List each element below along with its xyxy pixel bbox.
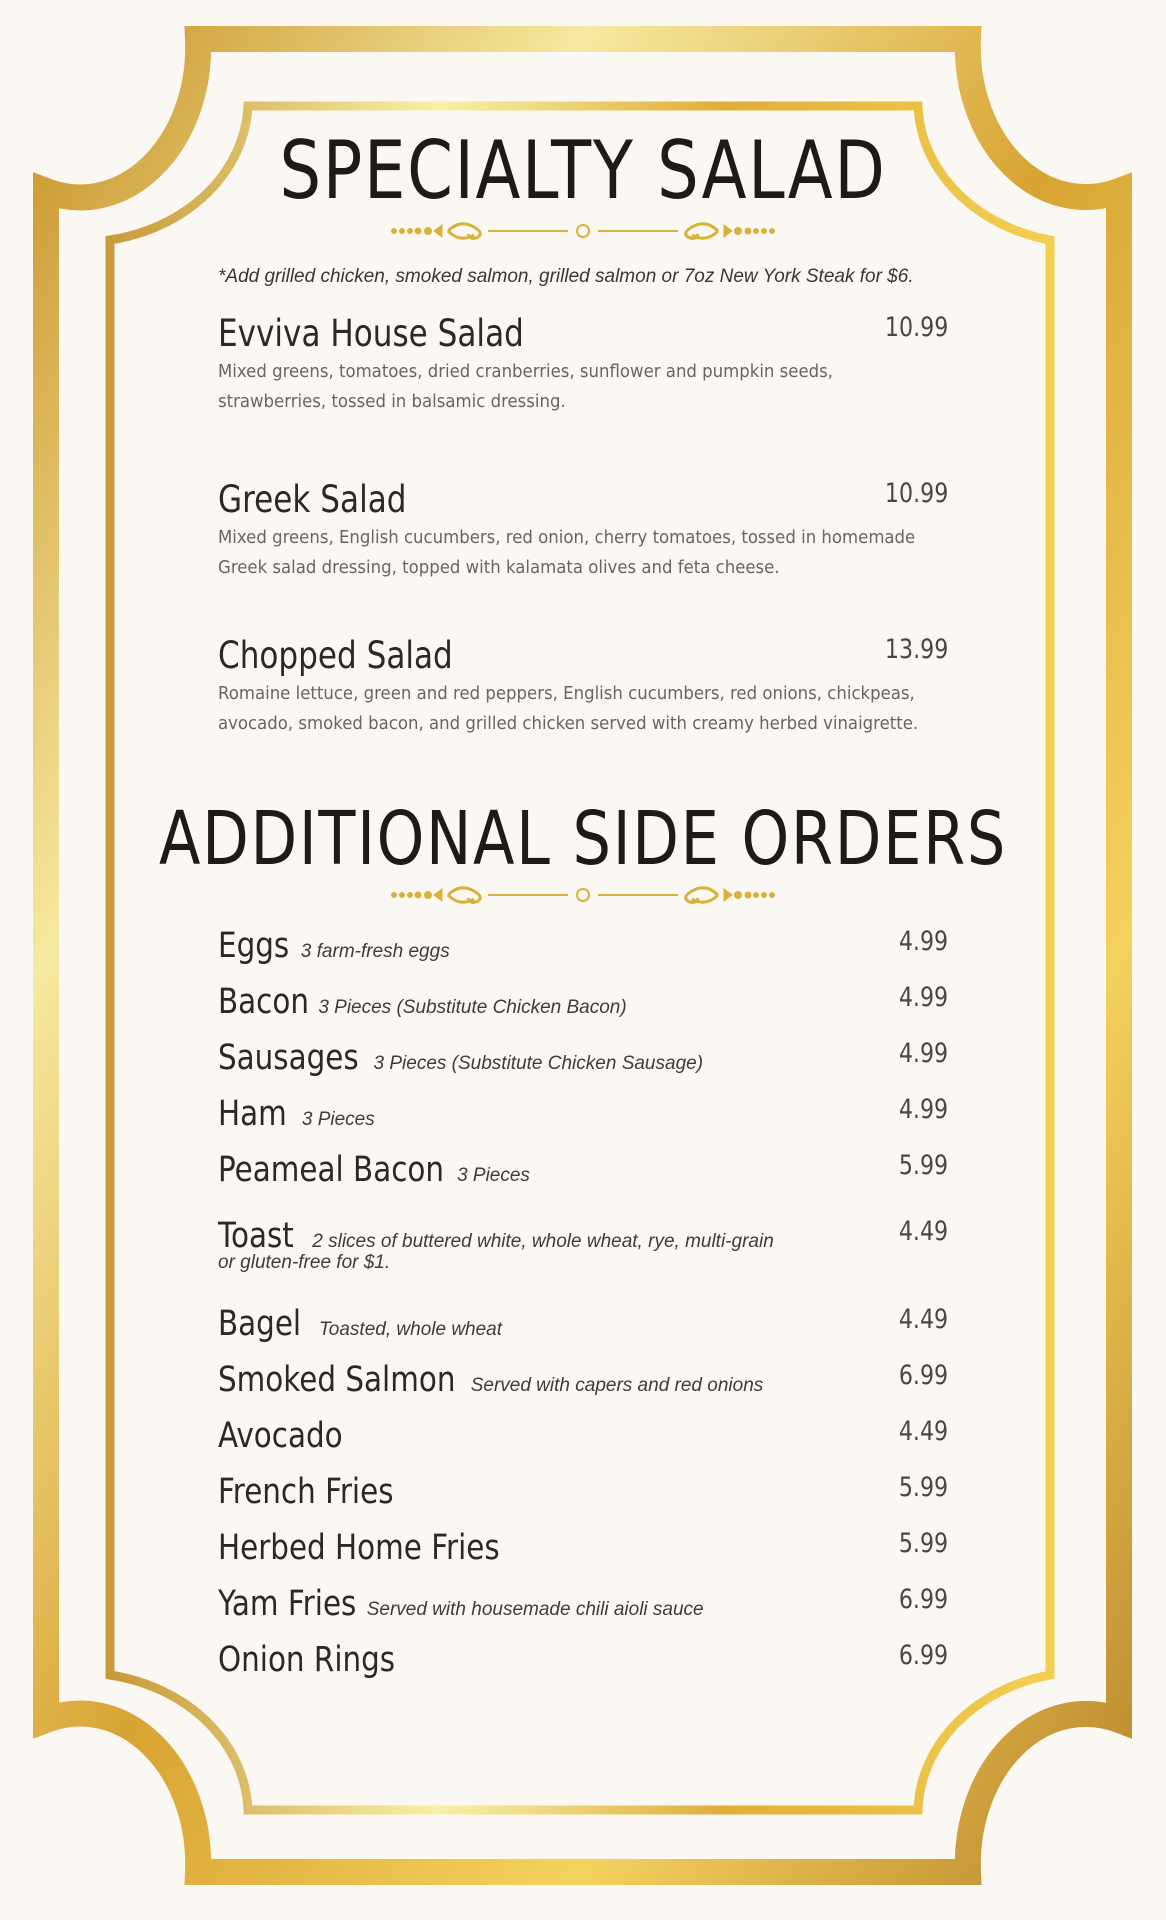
salad-price: 10.99: [884, 478, 948, 509]
side-detail: Served with capers and red onions: [470, 1375, 764, 1396]
side-name: Onion Rings: [218, 1640, 396, 1680]
side-price: 5.99: [898, 1528, 948, 1559]
side-detail: Served with housemade chili aioli sauce: [366, 1599, 704, 1620]
side-item: [218, 1472, 948, 1512]
salad-item: [218, 634, 948, 739]
side-name: Sausages: [218, 1038, 359, 1078]
side-price: 4.49: [898, 1416, 948, 1447]
side-price: 6.99: [898, 1640, 948, 1671]
side-detail-continued: or gluten-free for $1.: [218, 1252, 391, 1273]
side-detail: 3 Pieces (Substitute Chicken Bacon): [318, 997, 627, 1018]
side-name: Herbed Home Fries: [218, 1528, 500, 1568]
side-item: [218, 1360, 948, 1400]
side-name: Peameal Bacon: [218, 1150, 445, 1190]
side-detail: 3 Pieces: [457, 1165, 530, 1186]
side-name: Avocado: [218, 1416, 343, 1456]
side-orders-title: ADDITIONAL SIDE ORDERS: [158, 796, 1008, 882]
gold-flourish-divider: [388, 880, 778, 910]
salad-description: Mixed greens, English cucumbers, red onion, cherry tomatoes, tossed in homemade Greek salad dressing, topped with kalamata olives and feta cheese.: [218, 528, 916, 578]
salad-name: Greek Salad: [218, 478, 407, 521]
side-detail: 3 Pieces (Substitute Chicken Sausage): [373, 1053, 704, 1074]
side-name: Bagel: [218, 1304, 302, 1344]
side-item: [218, 1150, 948, 1190]
add-protein-note: *Add grilled chicken, smoked salmon, grilled salmon or 7oz New York Steak for $6.: [218, 266, 914, 287]
salad-name: Evviva House Salad: [218, 312, 524, 355]
side-name: French Fries: [218, 1472, 394, 1512]
salad-price: 10.99: [884, 312, 948, 343]
side-item: [218, 1216, 948, 1274]
side-name: Eggs: [218, 926, 290, 966]
side-name: Yam Fries: [218, 1584, 357, 1624]
side-detail: Toasted, whole wheat: [318, 1319, 503, 1340]
side-item: [218, 982, 948, 1022]
side-price: 5.99: [898, 1472, 948, 1503]
side-item: [218, 1640, 948, 1680]
side-item: [218, 1038, 948, 1078]
side-item: [218, 1094, 948, 1134]
side-price: 4.99: [898, 926, 948, 957]
salad-price: 13.99: [884, 634, 948, 665]
side-detail: 3 Pieces: [301, 1109, 375, 1130]
side-price: 4.99: [898, 982, 948, 1013]
gold-flourish-divider: [388, 216, 778, 246]
side-price: 5.99: [898, 1150, 948, 1181]
salad-item: [218, 312, 948, 417]
side-item: [218, 1584, 948, 1624]
side-name: Toast: [218, 1216, 294, 1256]
side-price: 4.49: [898, 1304, 948, 1335]
salad-name: Chopped Salad: [218, 634, 453, 677]
side-name: Ham: [218, 1094, 287, 1134]
side-item: [218, 1304, 948, 1344]
salad-item: [218, 478, 948, 583]
salad-description: Mixed greens, tomatoes, dried cranberries, sunflower and pumpkin seeds, strawberries, tossed in balsamic dressing.: [218, 362, 834, 412]
side-name: Smoked Salmon: [218, 1360, 456, 1400]
side-price: 4.49: [898, 1216, 948, 1247]
specialty-salad-title: SPECIALTY SALAD: [279, 124, 887, 217]
side-price: 4.99: [898, 1094, 948, 1125]
side-name: Bacon: [218, 982, 309, 1022]
side-item: [218, 1416, 948, 1456]
side-price: 4.99: [898, 1038, 948, 1069]
side-item: [218, 926, 948, 966]
salad-description: Romaine lettuce, green and red peppers, English cucumbers, red onions, chickpeas, avocado, smoked bacon, and grilled chicken served with creamy herbed vinaigrette.: [218, 684, 919, 734]
side-detail: 2 slices of buttered white, whole wheat, rye, multi-grain: [312, 1231, 774, 1252]
side-price: 6.99: [898, 1360, 948, 1391]
side-detail: 3 farm-fresh eggs: [300, 941, 450, 962]
side-item: [218, 1528, 948, 1568]
side-price: 6.99: [898, 1584, 948, 1615]
